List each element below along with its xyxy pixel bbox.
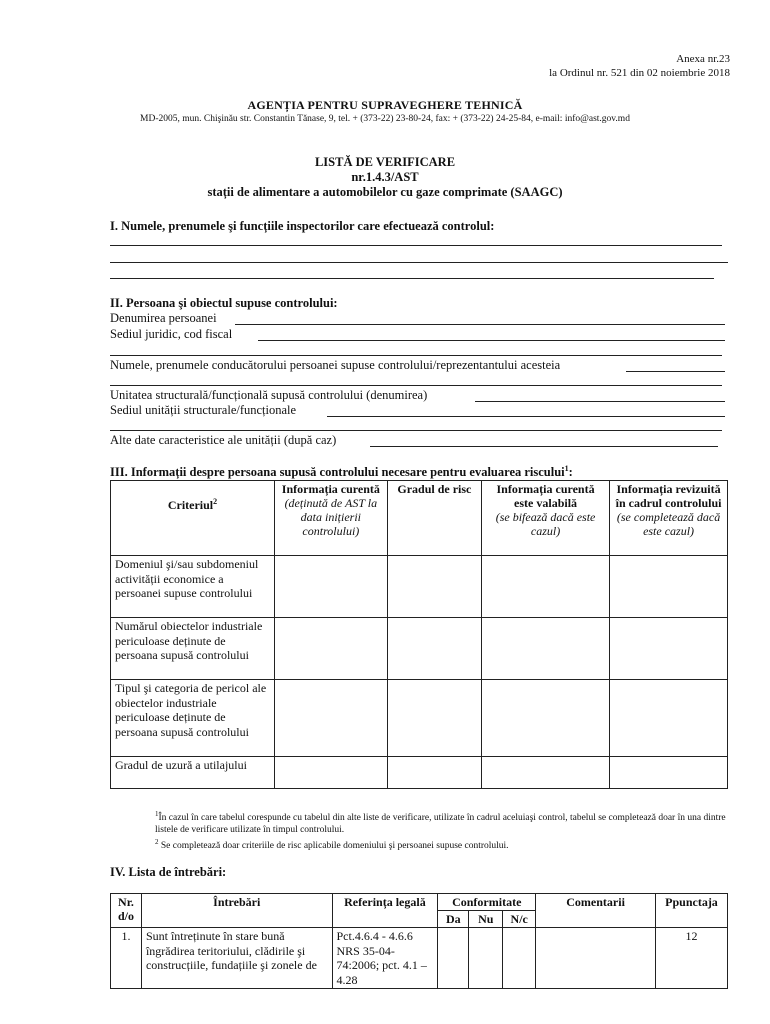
input-cell[interactable] bbox=[610, 556, 728, 618]
field-conducator-line[interactable] bbox=[626, 371, 725, 372]
footnote-2-text: Se completează doar criteriile de risc aplicabile domeniului şi persoanei supuse controlului. bbox=[160, 841, 509, 852]
title-line-2: nr.1.4.3/AST bbox=[351, 170, 419, 184]
input-cell[interactable] bbox=[274, 618, 387, 680]
input-cell[interactable] bbox=[610, 757, 728, 789]
input-cell[interactable] bbox=[274, 757, 387, 789]
input-cell[interactable] bbox=[610, 680, 728, 757]
column-referinta: Referința legală bbox=[332, 894, 438, 928]
order-reference: la Ordinul nr. 521 din 02 noiembrie 2018 bbox=[549, 67, 730, 79]
footnote-2 bbox=[155, 836, 735, 852]
column-valabila-title: Informația curentă este valabilă bbox=[496, 482, 595, 510]
questions-header-row-1 bbox=[111, 894, 728, 911]
input-cell[interactable] bbox=[387, 556, 481, 618]
comment-cell[interactable] bbox=[536, 928, 656, 989]
section-3-heading bbox=[110, 464, 573, 480]
column-revizuita-note: (se completează dacă este cazul) bbox=[616, 510, 721, 538]
field-unitate-line[interactable] bbox=[475, 401, 725, 402]
document-title bbox=[0, 155, 770, 200]
footnote-1-marker: 1 bbox=[155, 810, 159, 818]
field-label-unitate: Unitatea structurală/funcțională supusă controlului (denumirea) bbox=[110, 388, 428, 402]
section-3-heading-text: III. Informații despre persoana supusă controlului necesare pentru evaluarea riscului bbox=[110, 465, 565, 480]
footnote-ref-2: 2 bbox=[213, 497, 218, 506]
input-cell[interactable] bbox=[274, 680, 387, 757]
criteria-label: Tipul şi categoria de pericol ale obiectelor industriale periculoase deținute de persoana supusă controlului bbox=[111, 680, 275, 757]
inspector-line-2[interactable] bbox=[110, 262, 728, 263]
table-row bbox=[111, 556, 728, 618]
footnote-ref-1: 1 bbox=[564, 464, 569, 473]
risk-table-header bbox=[111, 481, 728, 556]
field-sediu-unitate-line[interactable] bbox=[327, 416, 725, 417]
inspector-line-1[interactable] bbox=[110, 245, 722, 246]
column-nu: Nu bbox=[469, 911, 503, 928]
input-cell[interactable] bbox=[274, 556, 387, 618]
section-2-heading: II. Persoana şi obiectul supuse controlului: bbox=[110, 296, 338, 310]
input-cell[interactable] bbox=[482, 618, 610, 680]
input-cell[interactable] bbox=[387, 757, 481, 789]
questions-table bbox=[110, 893, 728, 989]
field-blank-line-2[interactable] bbox=[110, 385, 722, 386]
score-value: 12 bbox=[655, 928, 727, 989]
title-line-3: stații de alimentare a automobilelor cu gaze comprimate (SAAGC) bbox=[207, 185, 563, 199]
checkbox-da[interactable] bbox=[438, 928, 469, 989]
field-label-sediu-unitate: Sediul unității structurale/funcționale bbox=[110, 403, 297, 417]
legal-reference: Pct.4.6.4 - 4.6.6 NRS 35-04-74:2006; pct. 4.1 – 4.28 bbox=[332, 928, 438, 989]
table-row bbox=[111, 680, 728, 757]
column-valabila-note: (se bifează dacă este cazul) bbox=[495, 510, 596, 538]
checkbox-nc[interactable] bbox=[503, 928, 536, 989]
input-cell[interactable] bbox=[482, 757, 610, 789]
question-text: Sunt întreținute în stare bună îngrădirea teritoriului, clădirile şi construcțiile, fundațiile şi zonele de bbox=[141, 928, 332, 989]
section-3-heading-colon: : bbox=[568, 465, 573, 480]
field-alte-date-line[interactable] bbox=[370, 446, 718, 447]
criteria-label: Numărul obiectelor industriale periculoase deținute de persoana supusă controlului bbox=[111, 618, 275, 680]
input-cell[interactable] bbox=[387, 618, 481, 680]
footnote-1 bbox=[155, 808, 735, 836]
column-criteriu bbox=[111, 481, 275, 556]
table-row bbox=[111, 928, 728, 989]
annex-number: Anexa nr.23 bbox=[676, 53, 730, 65]
column-nr: Nr. d/o bbox=[111, 894, 142, 928]
column-punctaj: Ppunctaja bbox=[655, 894, 727, 928]
field-label-alte-date: Alte date caracteristice ale unității (după caz) bbox=[110, 433, 337, 447]
agency-address: MD-2005, mun. Chişinău str. Constantin Tănase, 9, tel. + (373-22) 23-80-24, fax: + (373-22) 24-25-84, e-mail: info@ast.gov.md bbox=[140, 114, 630, 124]
title-line-1: LISTĂ DE VERIFICARE bbox=[314, 155, 456, 169]
column-revizuita-title: Informația revizuită în cadrul controlului bbox=[615, 482, 722, 510]
table-row bbox=[111, 757, 728, 789]
field-denumire-line[interactable] bbox=[235, 324, 725, 325]
field-label-sediu-juridic: Sediul juridic, cod fiscal bbox=[110, 327, 233, 341]
input-cell[interactable] bbox=[610, 618, 728, 680]
column-da: Da bbox=[438, 911, 469, 928]
section-4-heading: IV. Lista de întrebări: bbox=[110, 865, 227, 879]
annex-reference bbox=[549, 52, 730, 80]
input-cell[interactable] bbox=[387, 680, 481, 757]
column-comentarii: Comentarii bbox=[536, 894, 656, 928]
field-label-conducator: Numele, prenumele conducătorului persoanei supuse controlului/reprezentantului acesteia bbox=[110, 358, 561, 372]
criteria-label: Domeniul şi/sau subdomeniul activității economice a persoanei supuse controlului bbox=[111, 556, 275, 618]
criteria-label: Gradul de uzură a utilajului bbox=[111, 757, 275, 789]
input-cell[interactable] bbox=[482, 680, 610, 757]
field-label-denumire: Denumirea persoanei bbox=[110, 311, 217, 325]
input-cell[interactable] bbox=[482, 556, 610, 618]
column-conformitate: Conformitate bbox=[438, 894, 536, 911]
risk-information-table bbox=[110, 480, 728, 789]
table-row bbox=[111, 618, 728, 680]
column-revizuita bbox=[610, 481, 728, 556]
column-valabila bbox=[482, 481, 610, 556]
agency-name: AGENȚIA PENTRU SUPRAVEGHERE TEHNICĂ bbox=[247, 98, 523, 112]
column-info-curenta-title: Informația curentă bbox=[281, 482, 380, 496]
field-blank-line-1[interactable] bbox=[110, 355, 722, 356]
column-intrebari: Întrebări bbox=[141, 894, 332, 928]
field-blank-line-3[interactable] bbox=[110, 430, 722, 431]
footnote-1-text: În cazul în care tabelul corespunde cu tabelul din alte liste de verificare, utilizate în cadrul aceluiaşi control, tabelul se completează doar în una dintre listele de verificare utilizate în timpul controlului. bbox=[155, 813, 726, 836]
column-criteriu-text: Criteriul bbox=[167, 498, 214, 512]
column-grad-risc: Gradul de risc bbox=[387, 481, 481, 556]
column-info-curenta-note: (deținută de AST la data inițierii controlului) bbox=[284, 496, 378, 538]
question-number: 1. bbox=[111, 928, 142, 989]
section-1-heading: I. Numele, prenumele şi funcțiile inspectorilor care efectuează controlul: bbox=[110, 219, 495, 233]
footnote-2-marker: 2 bbox=[155, 838, 159, 846]
field-sediu-juridic-line[interactable] bbox=[258, 340, 725, 341]
column-nc: N/c bbox=[503, 911, 536, 928]
inspector-line-3[interactable] bbox=[110, 278, 714, 279]
checkbox-nu[interactable] bbox=[469, 928, 503, 989]
column-info-curenta bbox=[274, 481, 387, 556]
